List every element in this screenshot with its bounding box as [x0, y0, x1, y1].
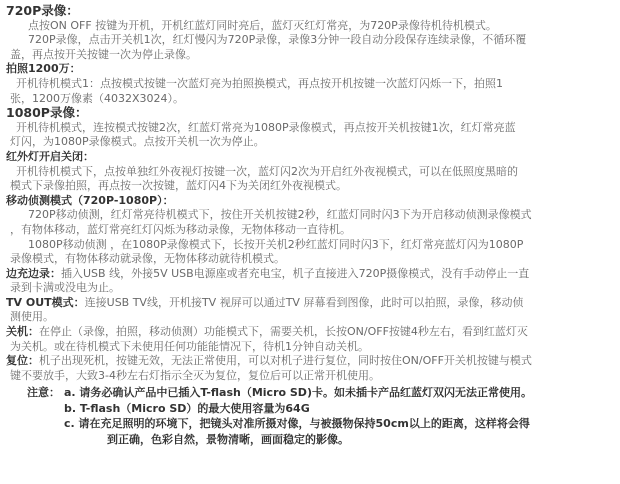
section-reset-label: 复位：	[6, 354, 39, 368]
section-photo-line-1: 开机待机模式1：点按模式按键一次蓝灯亮为拍照换模式，再点按开机按键一次蓝灯闪烁一下，拍照1	[16, 76, 503, 90]
section-reset-text-1: 机子出现死机，按键无效，无法正常使用，可以对机子进行复位，同时按住ON/OFF开关机按键与模式	[39, 354, 532, 368]
section-motion-line-1: 720P移动侦测，红灯常亮待机模式下，按住开关机按键2秒，红蓝灯同时闪3下为开启移动侦测录像模式	[28, 208, 532, 222]
section-poweroff-text-1: 在停止（录像，拍照，移动侦测）功能模式下，需要关机，长按ON/OFF按键4秒左右，看到红蓝灯灭	[39, 325, 528, 339]
notes-label: 注意：	[27, 386, 60, 400]
note-b: b. T-flash（Micro SD）的最大使用容量为64G	[64, 401, 310, 415]
section-720p-line-3: 盖，再点按开关按键一次为停止录像。	[10, 47, 197, 61]
section-motion-line-2: ，有物体移动，蓝灯常亮红灯闪烁为移动录像，无物体移动一直待机。	[10, 222, 351, 236]
section-ir-line-1: 开机待机模式下，点按单独红外夜视灯按键一次，蓝灯闪2次为开启红外夜视模式，可以在低照度黑暗的	[16, 164, 518, 178]
section-ir-line-2: 模式下录像拍照，再点按一次按键，蓝灯闪4下为关闭红外夜视模式。	[10, 179, 347, 193]
section-charge-label: 边充边录：	[6, 266, 61, 280]
section-720p-line-2: 720P录像，点击开关机1次，红灯慢闪为720P录像，录像3分钟一段自动分段保存连续录像，不循环覆	[28, 33, 527, 47]
section-photo-title: 拍照1200万：	[6, 62, 81, 76]
section-reset-line-1	[6, 354, 612, 369]
section-charge-line-2: 录到卡满或没电为止。	[10, 281, 120, 295]
notes-block	[6, 385, 612, 447]
section-tvout-text-1: 连接USB TV线，开机接TV 视屏可以通过TV 屏幕看到图像，此时可以拍照，录像，移动侦	[84, 295, 524, 309]
note-a-text: a. 请务必确认产品中已插入T-flash（Micro SD)卡。如未插卡产品红蓝灯双闪无法正常使用。	[64, 386, 532, 400]
section-motion-title: 移动侦测模式（720P-1080P）：	[6, 193, 174, 207]
section-1080p-line-1: 开机待机模式，连按模式按键2次，红蓝灯常亮为1080P录像模式，再点按开关机按键1次，红灯常亮蓝	[16, 120, 516, 134]
note-c-line-2: 到正确，色彩自然，景物清晰，画面稳定的影像。	[107, 432, 349, 446]
section-photo-line-2: 张，1200万像素（4032X3024）。	[10, 91, 185, 105]
note-a	[6, 385, 612, 401]
section-motion-line-3: 1080P移动侦测 ，在1080P录像模式下，长按开关机2秒红蓝灯同时闪3下，红灯常亮蓝灯闪为1080P	[28, 237, 524, 251]
section-tvout-line-1	[6, 296, 612, 311]
section-poweroff-line-1	[6, 325, 612, 340]
section-1080p-line-2: 灯闪，为1080P录像模式。点按开关机一次为停止。	[10, 135, 265, 149]
section-1080p-title: 1080P录像：	[6, 106, 88, 121]
section-poweroff-label: 关机：	[6, 325, 39, 339]
section-reset-line-2: 键不要放手，大致3-4秒左右灯指示全灭为复位，复位后可以正常开机使用。	[10, 368, 380, 382]
section-ir-title: 红外灯开启关闭：	[6, 149, 94, 163]
section-720p-title: 720P录像：	[6, 4, 79, 18]
section-poweroff-line-2: 为关机。或在待机模式下未使用任何功能能情况下，待机1分钟自动关机。	[10, 339, 369, 353]
section-720p-line-1: 点按ON OFF 按键为开机，开机红蓝灯同时亮后，蓝灯灭红灯常亮，为720P录像待机待机模式。	[28, 18, 497, 32]
section-tvout-line-2: 测使用。	[10, 310, 54, 324]
section-charge-line-1	[6, 267, 612, 282]
section-motion-line-4: 录像模式，有物体移动就录像，无物体移动就待机模式。	[10, 252, 285, 266]
note-c-line-1: c. 请在充足照明的环境下，把镜头对准所摄对像，与被摄物保持50cm以上的距离，这样将会得	[64, 417, 530, 431]
section-tvout-label: TV OUT模式：	[6, 295, 85, 309]
section-charge-text-1: 插入USB 线，外接5V USB电源座或者充电宝，机子直接进入720P摄像模式，没有手动停止一直	[61, 266, 530, 280]
